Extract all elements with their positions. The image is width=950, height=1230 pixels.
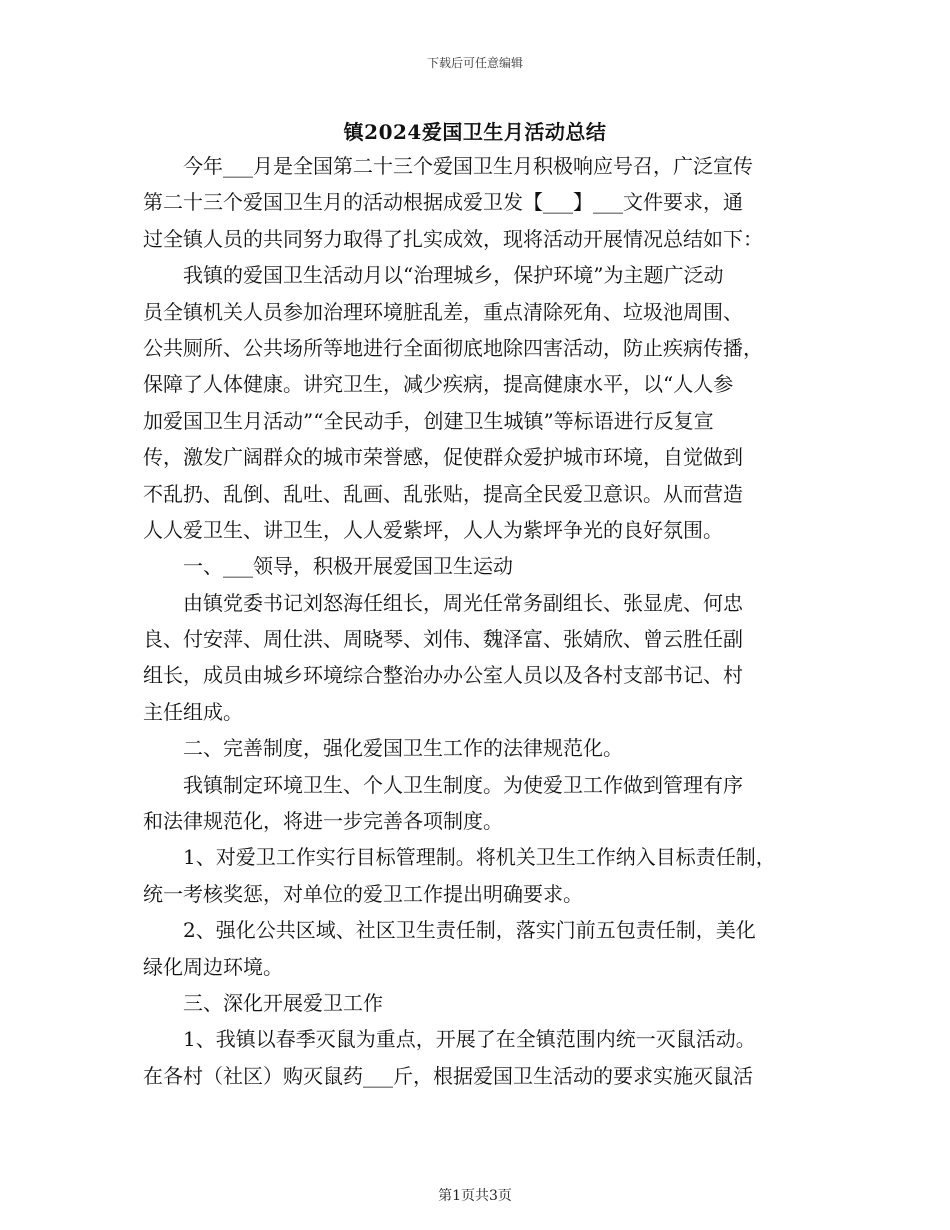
document-body [143, 148, 825, 1094]
body-line: 我镇制定环境卫生、个人卫生制度。为使爱卫工作做到管理有序 [143, 772, 743, 797]
body-line: 组长，成员由城乡环境综合整治办办公室人员以及各村支部书记、村 [143, 663, 743, 688]
body-line: 1、我镇以春季灭鼠为重点，开展了在全镇范围内统一灭鼠活动。 [143, 1027, 756, 1052]
body-line: 人人爱卫生、讲卫生，人人爱紫坪，人人为紫坪争光的良好氛围。 [143, 517, 723, 542]
body-line: 我镇的爱国卫生活动月以“治理城乡，保护环境”为主题广泛动 [143, 263, 724, 288]
body-line: 1、对爱卫工作实行目标管理制。将机关卫生工作纳入目标责任制， [143, 845, 776, 870]
body-line: 主任组成。 [143, 699, 243, 724]
body-line: 和法律规范化，将进一步完善各项制度。 [143, 809, 503, 834]
body-line: 今年___月是全国第二十三个爱国卫生月积极响应号召，广泛宣传 [143, 154, 753, 178]
page-header-note: 下载后可任意编辑 [426, 56, 523, 70]
body-line: 良、付安萍、周仕洪、周晓琴、刘伟、魏泽富、张婧欣、曾云胜任副 [143, 627, 743, 652]
body-line: 绿化周边环境。 [143, 954, 283, 979]
body-line: 员全镇机关人员参加治理环境脏乱差，重点清除死角、垃圾池周围、 [143, 299, 743, 324]
body-line: 保障了人体健康。讲究卫生，减少疾病，提高健康水平，以“人人参 [143, 372, 734, 397]
section-heading: 二、完善制度，强化爱国卫生工作的法律规范化。 [143, 736, 623, 761]
body-line: 传，激发广阔群众的城市荣誉感，促使群众爱护城市环境，自觉做到 [143, 445, 743, 470]
body-line: 加爱国卫生月活动”“全民动手，创建卫生城镇”等标语进行反复宣 [143, 408, 714, 433]
body-line: 公共厕所、公共场所等地进行全面彻底地除四害活动，防止疾病传播， [143, 335, 763, 360]
body-line: 统一考核奖惩，对单位的爱卫工作提出明确要求。 [143, 881, 583, 906]
body-line: 第二十三个爱国卫生月的活动根据成爱卫发【___】___文件要求，通 [143, 190, 743, 215]
body-line: 2、强化公共区域、社区卫生责任制，落实门前五包责任制，美化 [143, 918, 756, 943]
body-line: 过全镇人员的共同努力取得了扎实成效，现将活动开展情况总结如下： [143, 226, 763, 251]
body-line: 不乱扔、乱倒、乱吐、乱画、乱张贴，提高全民爱卫意识。从而营造 [143, 481, 743, 506]
body-line: 由镇党委书记刘怒海任组长，周光任常务副组长、张显虎、何忠 [143, 590, 743, 615]
body-line: 在各村（社区）购灭鼠药___斤，根据爱国卫生活动的要求实施灭鼠活 [143, 1063, 753, 1088]
document-title: 镇2024爱国卫生月活动总结 [343, 120, 607, 144]
page-footer-number: 第1页共3页 [438, 1188, 512, 1204]
section-heading: 三、深化开展爱卫工作 [143, 990, 383, 1015]
section-heading: 一、___领导，积极开展爱国卫生运动 [143, 554, 513, 579]
